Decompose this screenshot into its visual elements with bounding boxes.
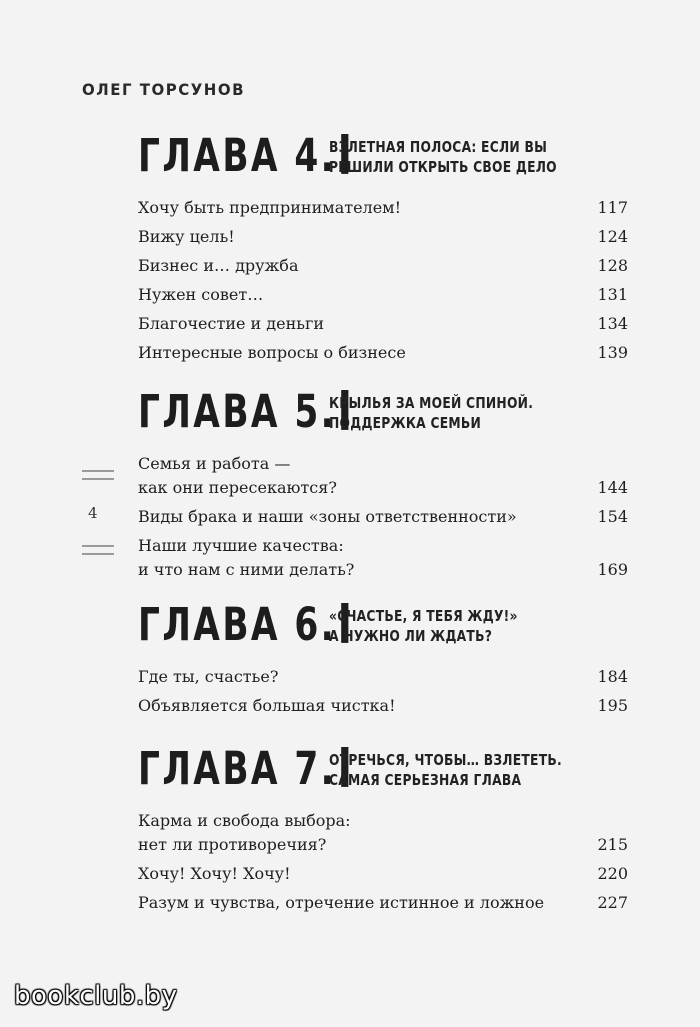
toc-entry-page: 227: [597, 893, 628, 912]
toc-entry[interactable]: [138, 665, 628, 689]
toc-entry-title: Хочу! Хочу! Хочу!: [138, 864, 291, 883]
chapter-title-line: ПОДДЕРЖКА СЕМЬИ: [329, 414, 482, 432]
toc-entry[interactable]: [138, 452, 628, 500]
toc-entry[interactable]: [138, 254, 628, 278]
toc-entry-page: 131: [597, 285, 628, 304]
chapter-title: [329, 393, 575, 433]
toc-entry-title: Бизнес и… дружба: [138, 256, 299, 275]
chapter-heading: [138, 598, 628, 665]
toc-entries: [138, 452, 628, 582]
chapter-title-line: А НУЖНО ЛИ ЖДАТЬ?: [329, 627, 493, 645]
chapter-5: [138, 385, 628, 587]
toc-entry-page: 184: [597, 667, 628, 686]
chapter-title: [329, 750, 575, 790]
toc-entry-title: Где ты, счастье?: [138, 667, 279, 686]
chapter-title-line: «СЧАСТЬЕ, Я ТЕБЯ ЖДУ!»: [329, 607, 518, 625]
chapter-title: [329, 137, 575, 177]
chapter-title-line: САМАЯ СЕРЬЕЗНАЯ ГЛАВА: [329, 771, 522, 789]
chapter-label: ГЛАВА 5.: [138, 390, 348, 435]
chapter-title-line: РЕШИЛИ ОТКРЫТЬ СВОЕ ДЕЛО: [329, 158, 557, 176]
chapter-heading: [138, 129, 628, 196]
chapter-label: ГЛАВА 4.: [138, 134, 348, 179]
chapter-title-line: ВЗЛЕТНАЯ ПОЛОСА: ЕСЛИ ВЫ: [329, 138, 548, 156]
toc-entry-title: Благочестие и деньги: [138, 314, 325, 333]
toc-entry-title: Вижу цель!: [138, 227, 235, 246]
chapter-6: [138, 598, 628, 723]
toc-entry-page: 169: [597, 560, 628, 579]
toc-entry-title: Наши лучшие качества: и что нам с ними делать?: [138, 536, 355, 579]
chapter-7: [138, 742, 628, 920]
toc-entry-page: 124: [597, 227, 628, 246]
toc-entry[interactable]: [138, 225, 628, 249]
toc-entry-page: 144: [597, 478, 628, 497]
toc-entries: [138, 809, 628, 915]
margin-marker-bottom: [82, 545, 114, 555]
toc-entry-title: Хочу быть предпринимателем!: [138, 198, 402, 217]
toc-entry-title: Интересные вопросы о бизнесе: [138, 343, 406, 362]
toc-entry[interactable]: [138, 283, 628, 307]
toc-entry-title: Объявляется большая чистка!: [138, 696, 396, 715]
chapter-label: ГЛАВА 6.: [138, 603, 348, 648]
toc-entry[interactable]: [138, 312, 628, 336]
toc-entry[interactable]: [138, 862, 628, 886]
margin-marker-top: [82, 470, 114, 480]
toc-entry-title: Виды брака и наши «зоны ответственности»: [138, 507, 517, 526]
chapter-title: [329, 606, 575, 646]
toc-entry-page: 220: [597, 864, 628, 883]
toc-entry[interactable]: [138, 341, 628, 365]
toc-entry-title: Разум и чувства, отречение истинное и ложное: [138, 893, 545, 912]
toc-entries: [138, 196, 628, 365]
toc-entry[interactable]: [138, 534, 628, 582]
toc-entry-title: Нужен совет…: [138, 285, 264, 304]
running-head-author: ОЛЕГ ТОРСУНОВ: [82, 80, 246, 100]
toc-entry-page: 139: [597, 343, 628, 362]
chapter-title-line: КРЫЛЬЯ ЗА МОЕЙ СПИНОЙ.: [329, 394, 534, 412]
toc-entry-page: 128: [597, 256, 628, 275]
chapter-label: ГЛАВА 7.: [138, 747, 348, 792]
toc-entry-title: Карма и свобода выбора: нет ли противоречия?: [138, 811, 351, 854]
toc-entry-page: 117: [597, 198, 628, 217]
chapter-4: [138, 129, 628, 370]
toc-entry-title: Семья и работа — как они пересекаются?: [138, 454, 337, 497]
toc-entry[interactable]: [138, 891, 628, 915]
page-number: 4: [88, 504, 98, 522]
toc-entry[interactable]: [138, 196, 628, 220]
toc-entry-page: 215: [597, 835, 628, 854]
toc-entry[interactable]: [138, 505, 628, 529]
toc-entry[interactable]: [138, 694, 628, 718]
toc-entries: [138, 665, 628, 718]
toc-entry[interactable]: [138, 809, 628, 857]
chapter-heading: [138, 742, 628, 809]
toc-entry-page: 154: [597, 507, 628, 526]
toc-entry-page: 134: [597, 314, 628, 333]
chapter-heading: [138, 385, 628, 452]
chapter-title-line: ОТРЕЧЬСЯ, ЧТОБЫ… ВЗЛЕТЕТЬ.: [329, 751, 562, 769]
watermark-logo: bookclub.by: [14, 981, 178, 1011]
toc-entry-page: 195: [597, 696, 628, 715]
